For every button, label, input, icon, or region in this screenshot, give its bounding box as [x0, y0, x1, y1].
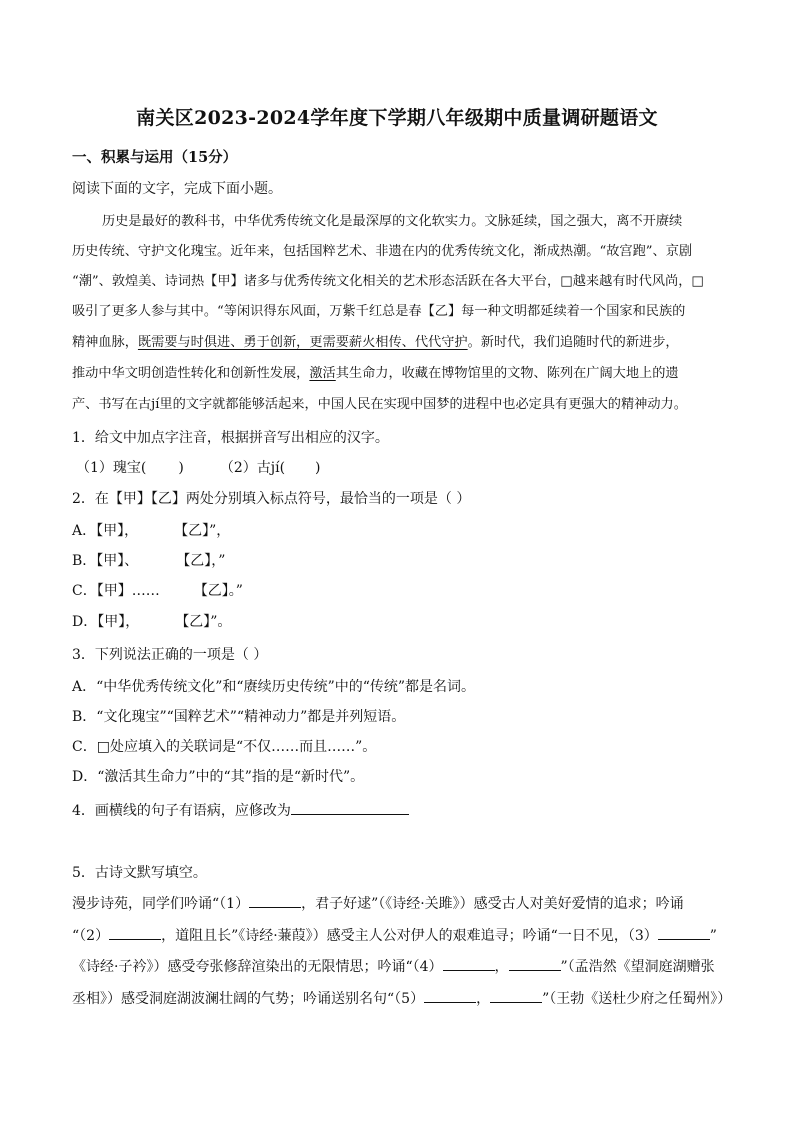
question-5-line-4: 丞相》）感受洞庭湖波澜壮阔的气势；吟诵送别名句“（5） ， ”（王勃《送杜少府之任蜀州》）	[72, 988, 731, 1008]
question-2-option-c[interactable]: C．【甲】…… 【乙】。”	[72, 583, 243, 599]
question-1-items: （1）瑰宝( ) （2）古jí( )	[76, 460, 321, 476]
underlined-word: 激活	[309, 366, 336, 381]
question-3-option-a[interactable]: A．“中华优秀传统文化”和“赓续历史传统”中的“传统”都是名词。	[72, 679, 476, 695]
passage-line-7: 产、书写在古jí里的文字就都能够活起来，中国人民在实现中国梦的进程中也必定具有更强大的精神动力。	[72, 397, 687, 412]
passage-line-1: 历史是最好的教科书，中华优秀传统文化是最深厚的文化软实力。文脉延续，国之强大，离不开赓续	[102, 214, 683, 229]
answer-blank-2[interactable]	[109, 925, 161, 940]
answer-blank[interactable]	[291, 800, 409, 815]
question-5-stem: 5．古诗文默写填空。	[72, 865, 207, 881]
question-2-stem: 2．在【甲】【乙】两处分别填入标点符号，最恰当的一项是（ ）	[72, 491, 471, 507]
passage-line-6: 推动中华文明创造性转化和创新性发展，激活其生命力，收藏在博物馆里的文物、陈列在广阔大地上的遗	[72, 366, 679, 381]
question-2-option-b[interactable]: B．【甲】、 【乙】，”	[72, 553, 226, 569]
underlined-sentence: 既需要与时俱进、勇于创新，更需要薪火相传、代代守护	[137, 335, 468, 350]
page-title: 南关区2023-2024学年度下学期八年级期中质量调研题语文	[136, 107, 658, 129]
instruction-text: 阅读下面的文字，完成下面小题。	[72, 181, 282, 197]
answer-blank-4a[interactable]	[443, 956, 495, 971]
question-3-option-d[interactable]: D．“激活其生命力”中的“其”指的是“新时代”。	[72, 769, 365, 785]
answer-blank-1[interactable]	[249, 893, 301, 908]
passage-line-5: 精神血脉，既需要与时俱进、勇于创新，更需要薪火相传、代代守护。新时代，我们追随时代的新进步，	[72, 335, 679, 350]
question-2-option-a[interactable]: A．【甲】， 【乙】”，	[72, 523, 231, 539]
question-1-stem: 1．给文中加点字注音，根据拼音写出相应的汉字。	[72, 430, 389, 446]
section-heading: 一、积累与运用（15分）	[72, 149, 238, 166]
answer-blank-4b[interactable]	[509, 956, 561, 971]
question-5-line-3: 《诗经·子衿》）感受夸张修辞渲染出的无限情思；吟诵“（4） ， ”（孟浩然《望洞庭湖赠张	[72, 956, 715, 976]
answer-blank-5a[interactable]	[424, 988, 476, 1003]
question-3-option-b[interactable]: B．“文化瑰宝”“国粹艺术”“精神动力”都是并列短语。	[72, 709, 406, 725]
passage-line-4: 吸引了更多人参与其中。“等闲识得东风面，万紫千红总是春【乙】每一种文明都延续着一个国家和民族的	[72, 304, 686, 319]
passage-line-2: 历史传统、守护文化瑰宝。近年来，包括国粹艺术、非遗在内的优秀传统文化，渐成热潮。“故宫跑”、京剧	[72, 244, 693, 259]
question-5-line-1: 漫步诗苑，同学们吟诵“（1） ，君子好逑”（《诗经·关雎》）感受古人对美好爱情的追求；吟诵	[72, 893, 684, 913]
question-3-option-c[interactable]: C．□处应填入的关联词是“不仅……而且……”。	[72, 739, 377, 755]
answer-blank-3[interactable]	[658, 925, 710, 940]
question-2-option-d[interactable]: D．【甲】， 【乙】”。	[72, 614, 232, 630]
question-4: 4．画横线的句子有语病，应修改为	[72, 800, 409, 820]
question-5-line-2: “（2） ，道阻且长”《诗经·蒹葭》）感受主人公对伊人的艰难追寻；吟诵“一日不见，（3） ”	[72, 925, 717, 945]
answer-blank-5b[interactable]	[490, 988, 542, 1003]
passage-line-3: “潮”、敦煌美、诗词热【甲】诸多与优秀传统文化相关的艺术形态活跃在各大平台，□越来越有时代风尚，□	[72, 274, 704, 289]
question-3-stem: 3．下列说法正确的一项是（ ）	[72, 647, 268, 663]
